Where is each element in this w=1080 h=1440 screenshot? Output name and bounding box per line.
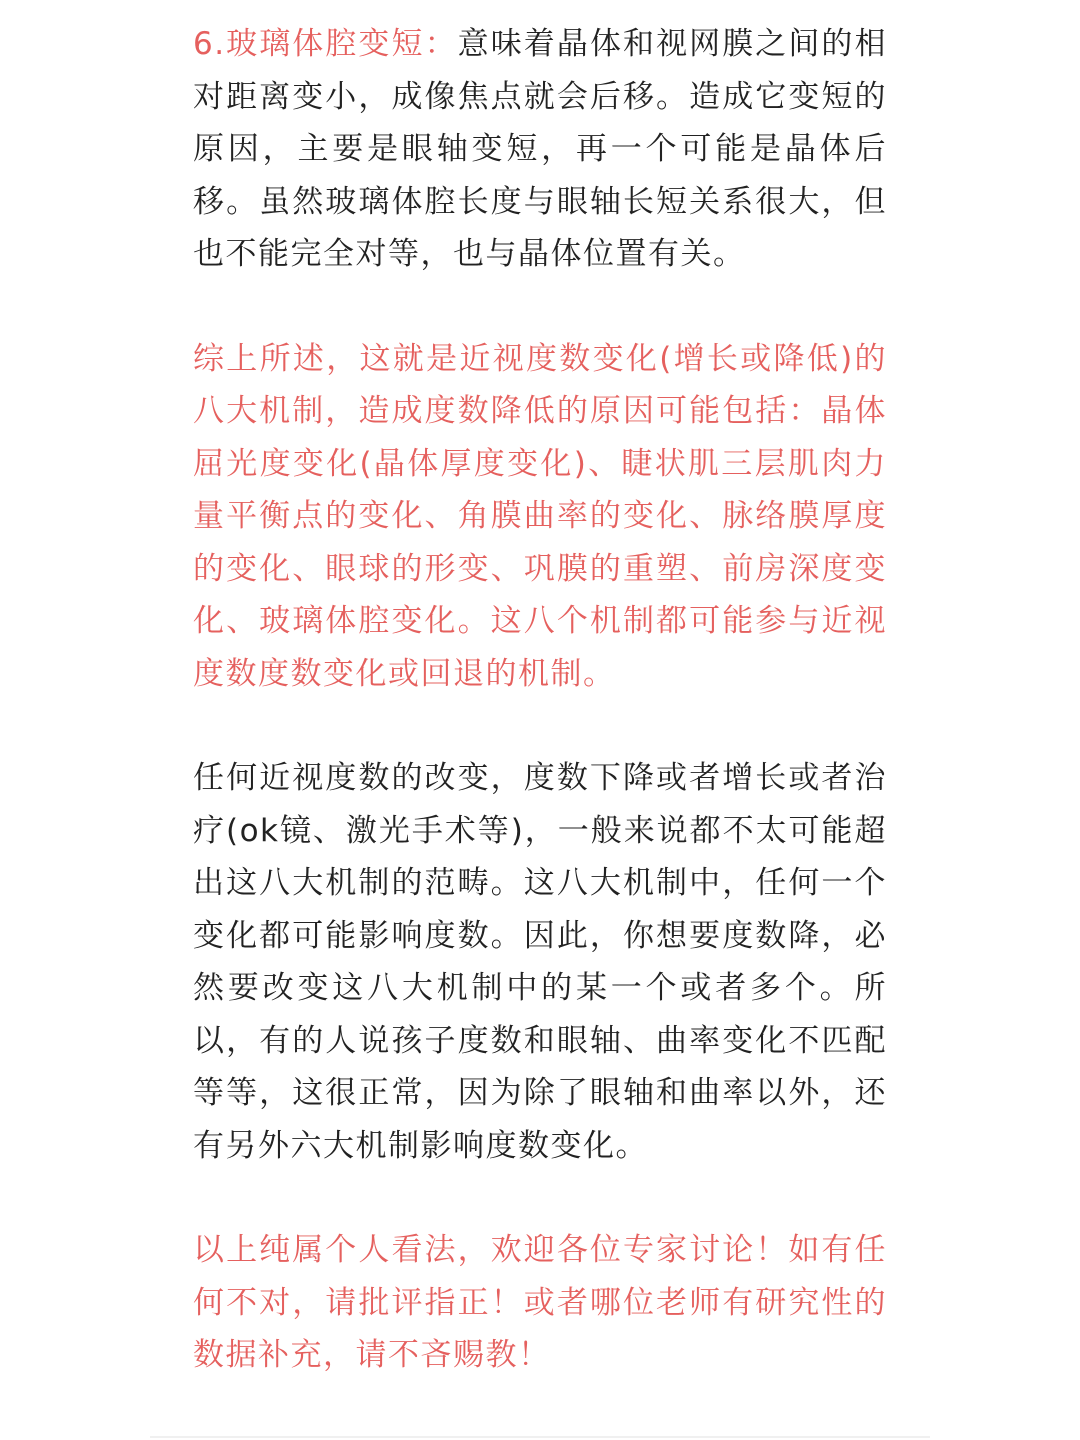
paragraph-body: 意味着晶体和视网膜之间的相对距离变小，成像焦点就会后移。造成它变短的原因，主要是眼轴变短，再一个可能是晶体后移。虽然玻璃体腔长度与眼轴长短关系很大，但也不能完全对等，也与晶体位置有关。 [193,26,888,272]
article-content [193,18,887,1382]
paragraph-explanation: 任何近视度数的改变，度数下降或者增长或者治疗(ok镜、激光手术等)，一般来说都不太可能超出这八大机制的范畴。这八大机制中，任何一个变化都可能影响度数。因此，你想要度数降，必然要改变这八大机制中的某一个或者多个。所以，有的人说孩子度数和眼轴、曲率变化不匹配等等，这很正常，因为除了眼轴和曲率以外，还有另外六大机制影响度数变化。 [193,760,887,1164]
paragraph-summary: 综上所述，这就是近视度数变化(增长或降低)的八大机制，造成度数降低的原因可能包括：晶体屈光度变化(晶体厚度变化)、睫状肌三层肌肉力量平衡点的变化、角膜曲率的变化、脉络膜厚度的变化、眼球的形变、巩膜的重塑、前房深度变化、玻璃体腔变化。这八个机制都可能参与近视度数度数变化或回退的机制。 [193,340,887,692]
paragraph-vitreous-chamber [193,18,887,281]
bottom-divider [150,1436,930,1438]
paragraph-heading: 6.玻璃体腔变短： [193,26,458,62]
paragraph-closing-note: 以上纯属个人看法，欢迎各位专家讨论！如有任何不对，请批评指正！或者哪位老师有研究性的数据补充，请不吝赐教！ [193,1232,887,1373]
